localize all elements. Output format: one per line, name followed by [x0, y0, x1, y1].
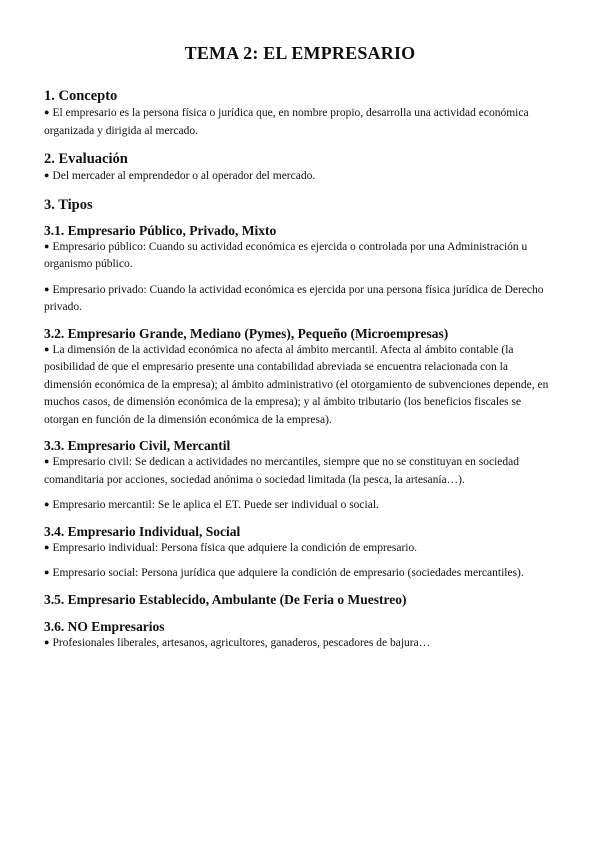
- heading-3-4: 3.4. Empresario Individual, Social: [44, 523, 241, 539]
- bullet-concepto: ● El empresario es la persona física o jurídica que, en nombre propio, desarrolla una actividad económica organizada y dirigida al mercado.: [44, 105, 556, 140]
- heading-3-2: 3.2. Empresario Grande, Mediano (Pymes), Pequeño (Microempresas): [44, 325, 449, 341]
- bullet-3-1-privado: ● Empresario privado: Cuando la actividad económica es ejercida por una persona física jurídica de Derecho privado.: [44, 282, 556, 317]
- heading-3-3: 3.3. Empresario Civil, Mercantil: [44, 438, 231, 453]
- bullet-3-2-dimension: ● La dimensión de la actividad económica no afecta al ámbito mercantil. Afecta al ámbito contable (la posibilidad de que el empresario presente una contabilidad abreviada se encuentra relacionada con la dimensión económica de la empresa); al ámbito administrativo (el otorgamiento de subvenciones depende, en muchos casos, de dimensión económica de la empresa); y al ámbito tributario (los beneficios fiscales se otorgan en función de la dimensión económica de la empresa).: [44, 342, 556, 430]
- bullet-3-4-social: ● Empresario social: Persona jurídica que adquiere la condición de empresario (sociedades mercantiles).: [44, 565, 556, 583]
- bullet-3-4-individual: ● Empresario individual: Persona física que adquiere la condición de empresario.: [44, 540, 556, 558]
- bullet-3-6-no-empresarios: ● Profesionales liberales, artesanos, agricultores, ganaderos, pescadores de bajura…: [44, 635, 556, 653]
- heading-concepto: 1. Concepto: [44, 88, 118, 104]
- heading-3-1: 3.1. Empresario Público, Privado, Mixto: [44, 222, 277, 238]
- bullet-3-3-mercantil: ● Empresario mercantil: Se le aplica el ET. Puede ser individual o social.: [44, 497, 556, 515]
- bullet-3-1-publico: ● Empresario público: Cuando su actividad económica es ejercida o controlada por una Administración u organismo público.: [44, 239, 556, 274]
- heading-3-6: 3.6. NO Empresarios: [44, 618, 165, 634]
- heading-tipos: 3. Tipos: [44, 196, 93, 213]
- bullet-3-3-civil: ● Empresario civil: Se dedican a actividades no mercantiles, siempre que no se constituyan en sociedad comanditaria por acciones, sociedad anónima o sociedad limitada (la pesca, la artesanía…).: [44, 454, 556, 489]
- heading-evaluacion: 2. Evaluación: [44, 151, 128, 167]
- heading-3-5: 3.5. Empresario Establecido, Ambulante (De Feria o Muestreo): [44, 591, 407, 607]
- bullet-evaluacion: ● Del mercader al emprendedor o al operador del mercado.: [44, 168, 556, 186]
- document-title: TEMA 2: EL EMPRESARIO: [184, 43, 416, 63]
- document-content: [44, 87, 556, 652]
